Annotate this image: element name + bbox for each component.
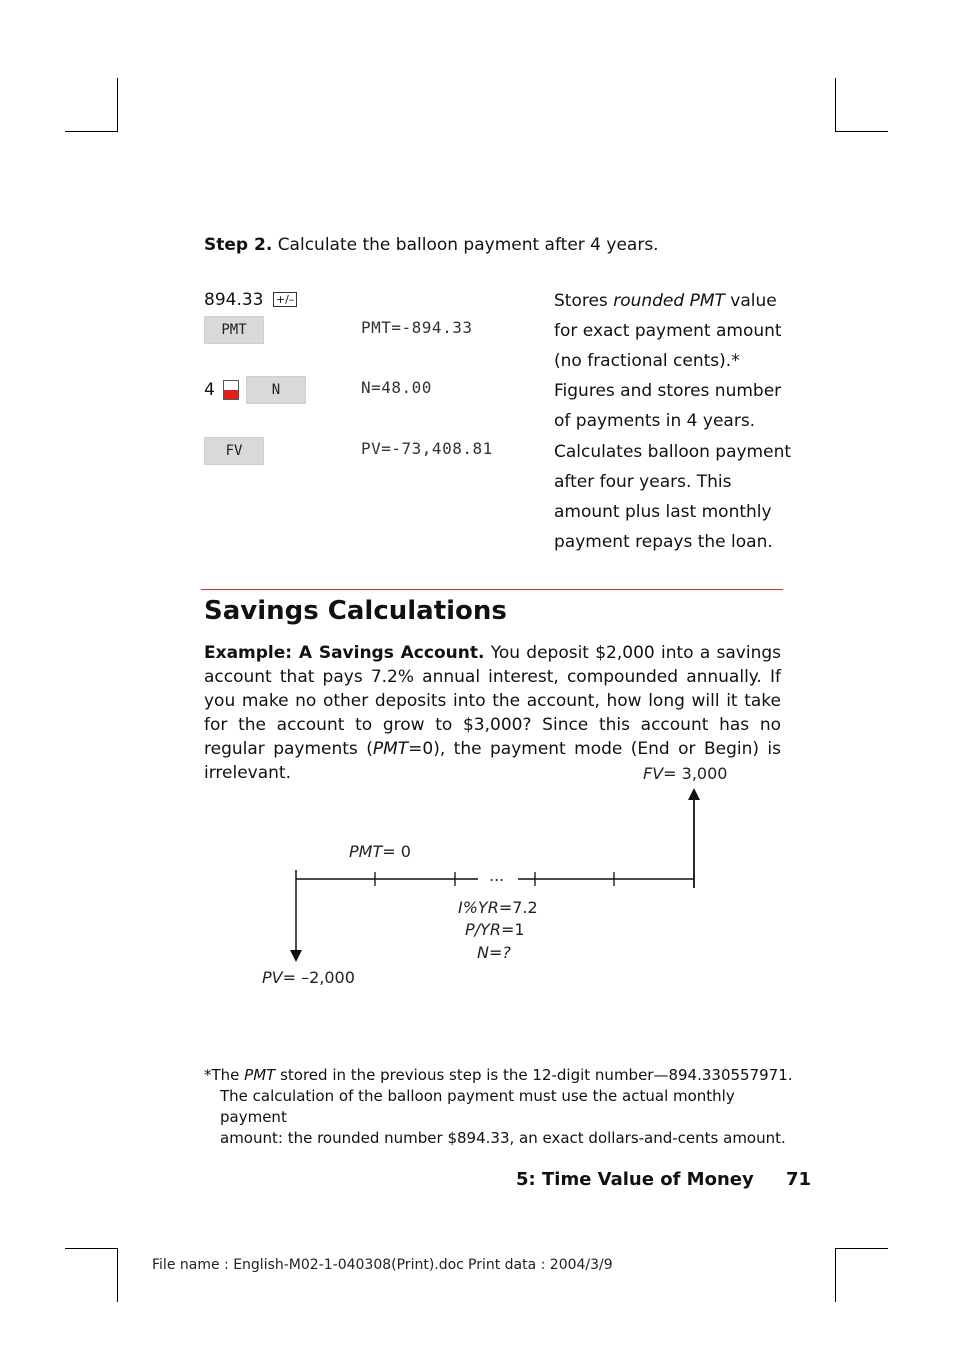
section-title: Savings Calculations [204,596,507,626]
crop-mark-tr-v [835,78,836,132]
fv-label: FV= 3,000 [643,764,728,783]
desc-row-1: Stores rounded PMT value for exact payment amount (no fractional cents).* [554,291,782,371]
crop-mark-tl-v [117,78,118,132]
iyr-label: I%YR=7.2 [458,898,538,917]
pv-arrowhead [290,950,302,962]
crop-mark-bl-h [65,1248,118,1249]
change-sign-key: +/– [273,292,297,307]
crop-mark-bl-v [117,1248,118,1302]
crop-mark-br-h [835,1248,888,1249]
step-label: Step 2. [204,235,273,255]
desc-row-3: Calculates balloon payment after four years. This amount plus last monthly payment repays the loan. [554,442,792,552]
crop-mark-tl-h [65,131,118,132]
section-rule [201,589,783,590]
n-label: N=? [477,943,511,962]
chapter-title: 5: Time Value of Money [516,1169,754,1190]
footnote: *The PMT stored in the previous step is the 12-digit number—894.330557971. The calculation of the balloon payment must use the actual monthly payment amount: the rounded number $894.33, an exact dollars-and-cents amount. [204,1066,793,1147]
n-display: N=48.00 [361,378,432,397]
fv-display: PV=-73,408.81 [361,439,493,458]
fv-key: FV [204,437,264,465]
step-text: Calculate the balloon payment after 4 years. [277,235,659,255]
crop-mark-tr-h [835,131,888,132]
file-name: File name : English-M02-1-040308(Print).doc [152,1257,464,1273]
fv-arrowhead [688,788,700,800]
pmt-label: PMT= 0 [349,842,411,861]
n-key: N [246,376,306,404]
running-footer [516,1169,811,1190]
page-number: 71 [786,1169,812,1190]
example-paragraph: Example: A Savings Account. You deposit $2,000 into a savings account that pays 7.2% annual interest, compounded annually. If you make no other deposits into the account, how long will it take for the account to grow to $3,000? Since this account has no regular payments (PMT=0), the payment mode (End or Begin) is irrelevant. [204,643,782,783]
entry-value-2: 4 [204,380,215,400]
print-date: Print data : 2004/3/9 [468,1257,613,1273]
pv-label: PV= –2,000 [262,968,355,987]
example-label: Example: A Savings Account. [204,643,485,663]
pyr-label: P/YR=1 [465,920,525,939]
pmt-key: PMT [204,316,264,344]
desc-row-2: Figures and stores number of payments in 4 years. [554,381,782,431]
step-line [204,233,659,257]
crop-mark-br-v [835,1248,836,1302]
shift-key-icon [223,380,239,400]
entry-number: 894.33 [204,290,264,310]
entry-value [204,288,297,312]
ellipsis-label: ... [489,866,505,885]
pmt-display: PMT=-894.33 [361,318,473,337]
